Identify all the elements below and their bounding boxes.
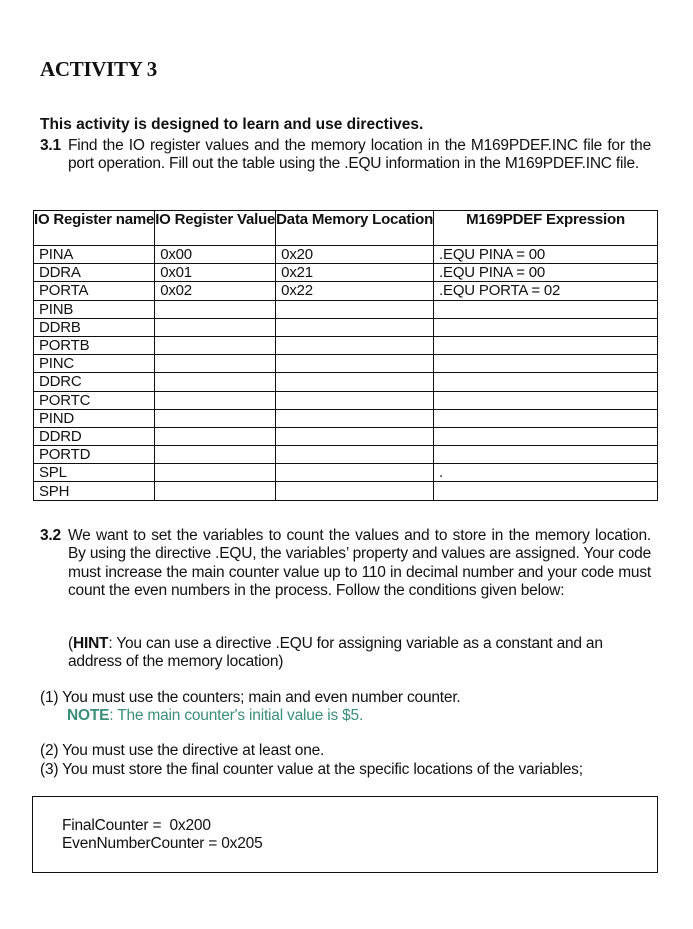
cell-expression[interactable] [434, 318, 658, 336]
table-row [34, 336, 658, 354]
cell-register-value[interactable] [155, 318, 276, 336]
header-data-memory-location: Data Memory Location [276, 211, 434, 246]
table-row [34, 355, 658, 373]
cell-register-value[interactable] [155, 446, 276, 464]
table-row [34, 300, 658, 318]
cell-register-value[interactable] [155, 336, 276, 354]
cell-register-value[interactable]: 0x01 [155, 264, 276, 282]
table-row [34, 391, 658, 409]
table-row [34, 427, 658, 445]
cell-register-name: SPH [34, 482, 155, 500]
hint-open-paren: ( [68, 635, 73, 652]
table-row [34, 409, 658, 427]
hint-paragraph [68, 635, 658, 672]
io-register-table [33, 210, 658, 501]
cell-register-name: DDRC [34, 373, 155, 391]
cell-register-name: DDRB [34, 318, 155, 336]
table-body [34, 246, 658, 501]
cell-expression[interactable] [434, 427, 658, 445]
cell-memory-location[interactable] [276, 482, 434, 500]
cell-register-name: PINC [34, 355, 155, 373]
cell-expression[interactable]: .EQU PINA = 00 [434, 264, 658, 282]
cell-expression[interactable] [434, 391, 658, 409]
section-3-1-number: 3.1 [40, 137, 61, 154]
cell-register-value[interactable]: 0x02 [155, 282, 276, 300]
cell-expression[interactable]: .EQU PORTA = 02 [434, 282, 658, 300]
note-line [67, 707, 363, 725]
cell-memory-location[interactable] [276, 355, 434, 373]
table-row [34, 246, 658, 264]
cell-register-value[interactable] [155, 464, 276, 482]
cell-register-name: PIND [34, 409, 155, 427]
cell-register-name: DDRA [34, 264, 155, 282]
section-3-2 [40, 527, 651, 600]
cell-register-name: DDRD [34, 427, 155, 445]
hint-label: HINT [72, 635, 109, 652]
cell-memory-location[interactable] [276, 409, 434, 427]
table-row [34, 373, 658, 391]
cell-register-value[interactable] [155, 391, 276, 409]
cell-memory-location[interactable]: 0x22 [276, 282, 434, 300]
cell-register-name: SPL [34, 464, 155, 482]
cell-register-value[interactable] [155, 355, 276, 373]
section-3-2-number: 3.2 [40, 527, 61, 544]
cell-register-value[interactable] [155, 427, 276, 445]
header-io-register-value: IO Register Value [155, 211, 276, 246]
section-3-1-text: Find the IO register values and the memory location in the M169PDEF.INC file for the port operation. Fill out the table using the .EQU information in the M169PDEF.INC file. [68, 137, 651, 173]
condition-3: (3) You must store the final counter value at the specific locations of the variables; [40, 761, 583, 778]
cell-register-value[interactable] [155, 409, 276, 427]
condition-1: (1) You must use the counters; main and even number counter. [40, 689, 461, 706]
cell-memory-location[interactable] [276, 391, 434, 409]
cell-register-name: PORTD [34, 446, 155, 464]
cell-expression[interactable] [434, 482, 658, 500]
cell-register-name: PORTA [34, 282, 155, 300]
cell-register-name: PINB [34, 300, 155, 318]
cell-expression[interactable] [434, 446, 658, 464]
cell-register-name: PINA [34, 246, 155, 264]
cell-memory-location[interactable] [276, 300, 434, 318]
cell-expression[interactable] [434, 373, 658, 391]
cell-register-value[interactable] [155, 300, 276, 318]
header-m169pdef-expression: M169PDEF Expression [434, 211, 658, 246]
note-label: NOTE [67, 707, 110, 724]
variables-box [32, 796, 658, 873]
cell-register-value[interactable] [155, 482, 276, 500]
hint-text: : You can use a directive .EQU for assigning variable as a constant and an address of the memory location) [68, 635, 603, 671]
intro-text: This activity is designed to learn and use directives. [40, 116, 424, 133]
final-counter-line: FinalCounter = 0x200 [62, 817, 211, 834]
cell-expression[interactable] [434, 300, 658, 318]
cell-memory-location[interactable] [276, 446, 434, 464]
cell-expression[interactable] [434, 355, 658, 373]
even-number-counter-line: EvenNumberCounter = 0x205 [62, 835, 263, 852]
cell-expression[interactable] [434, 409, 658, 427]
header-io-register-name: IO Register name [34, 211, 155, 246]
cell-memory-location[interactable] [276, 427, 434, 445]
cell-register-value[interactable] [155, 373, 276, 391]
cell-expression[interactable] [434, 336, 658, 354]
cell-memory-location[interactable] [276, 318, 434, 336]
cell-register-name: PORTB [34, 336, 155, 354]
section-3-1 [40, 137, 651, 174]
cell-memory-location[interactable] [276, 464, 434, 482]
cell-memory-location[interactable] [276, 373, 434, 391]
cell-memory-location[interactable] [276, 336, 434, 354]
table-row [34, 318, 658, 336]
table-header-row [34, 211, 658, 246]
table-row [34, 282, 658, 300]
section-3-2-text: We want to set the variables to count the values and to store in the memory location. By using the directive .EQU, the variables’ property and values are assigned. Your code must increase the main counter value up to 110 in decimal number and your code must count the even numbers in the process. Follow the conditions given below: [68, 527, 651, 599]
condition-2: (2) You must use the directive at least one. [40, 742, 325, 759]
cell-memory-location[interactable]: 0x20 [276, 246, 434, 264]
cell-memory-location[interactable]: 0x21 [276, 264, 434, 282]
cell-expression[interactable]: .EQU PINA = 00 [434, 246, 658, 264]
table-row [34, 482, 658, 500]
note-text: : The main counter's initial value is $5. [109, 707, 364, 724]
cell-expression[interactable]: . [434, 464, 658, 482]
table-row [34, 464, 658, 482]
activity-heading: ACTIVITY 3 [40, 57, 157, 81]
cell-register-name: PORTC [34, 391, 155, 409]
table-row [34, 264, 658, 282]
table-row [34, 446, 658, 464]
cell-register-value[interactable]: 0x00 [155, 246, 276, 264]
